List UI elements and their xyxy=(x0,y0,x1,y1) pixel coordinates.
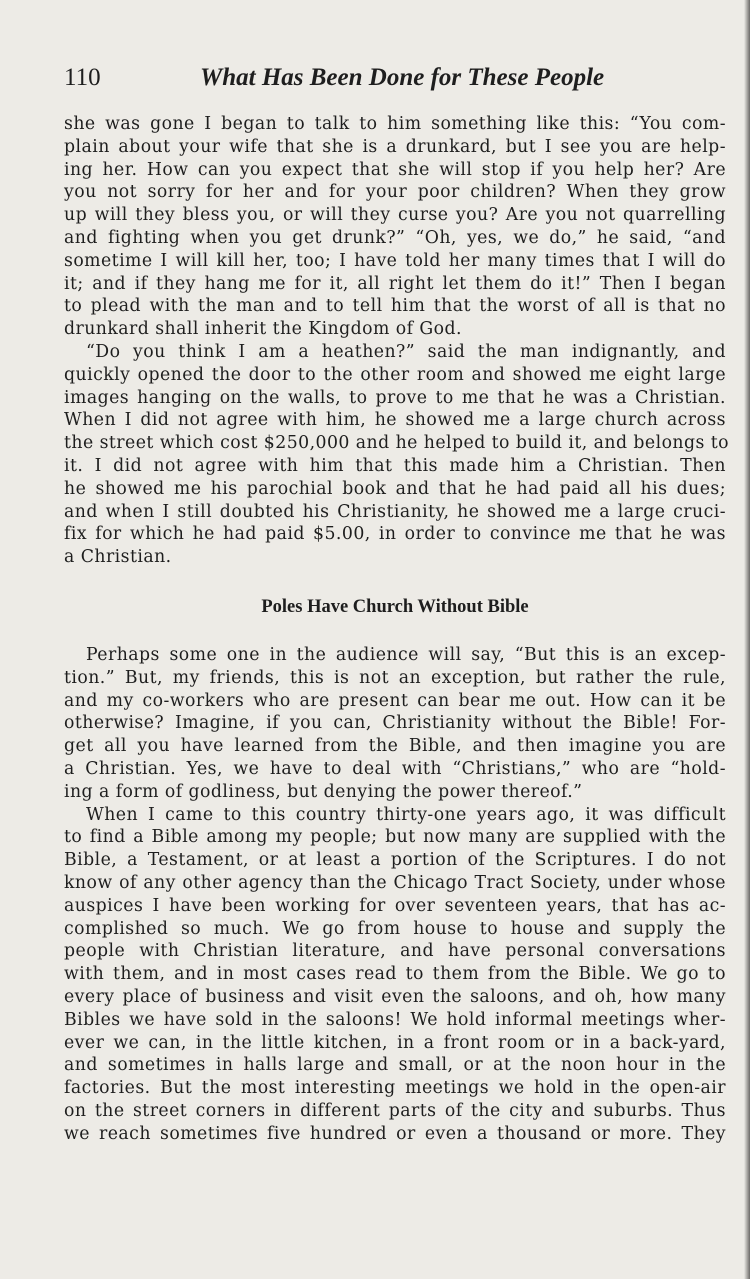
text-line: otherwise? Imagine, if you can, Christianity without the Bible! For- xyxy=(64,713,726,734)
text-line: “Do you think I am a heathen?” said the man indignantly, and xyxy=(86,341,726,362)
text-line: with them, and in most cases read to them from the Bible. We go to xyxy=(64,964,726,985)
text-line: quickly opened the door to the other room and showed me eight large xyxy=(64,364,726,385)
text-line: ever we can, in the little kitchen, in a front room or in a back-yard, xyxy=(64,1032,726,1053)
text-line: every place of business and visit even the saloons, and oh, how many xyxy=(64,986,726,1007)
text-line: images hanging on the walls, to prove to me that he was a Christian. xyxy=(64,387,726,408)
text-line: know of any other agency than the Chicago Tract Society, under whose xyxy=(64,872,726,893)
text-line: and fighting when you get drunk?” “Oh, yes, we do,” he said, “and xyxy=(64,227,726,248)
section-heading: Poles Have Church Without Bible xyxy=(261,597,529,617)
text-line: factories. But the most interesting meetings we hold in the open-air xyxy=(64,1078,726,1099)
running-title: What Has Been Done for These People xyxy=(200,64,605,91)
text-line: fix for which he had paid $5.00, in order to convince me that he was xyxy=(64,524,726,545)
text-line: up will they bless you, or will they curse you? Are you not quarrelling xyxy=(64,205,726,226)
text-line: to plead with the man and to tell him that the worst of all is that no xyxy=(64,296,726,317)
text-line: When I did not agree with him, he showed me a large church across xyxy=(64,410,726,431)
text-line: a Christian. xyxy=(64,547,172,568)
page-edge-shadow xyxy=(744,0,750,1279)
text-block-1 xyxy=(64,113,730,569)
text-line: auspices I have been working for over seventeen years, that has ac- xyxy=(64,895,726,916)
text-line: to find a Bible among my people; but now many are supplied with the xyxy=(64,827,726,848)
text-line: tion.” But, my friends, this is not an exception, but rather the rule, xyxy=(64,667,726,688)
text-line: ing her. How can you expect that she will stop if you help her? Are xyxy=(64,159,726,180)
text-line: on the street corners in different parts of the city and suburbs. Thus xyxy=(64,1100,726,1121)
text-line: people with Christian literature, and have personal conversations xyxy=(64,941,726,962)
text-line: and my co-workers who are present can bear me out. How can it be xyxy=(64,690,726,711)
text-line: the street which cost $250,000 and he helped to build it, and belongs to xyxy=(64,433,730,454)
text-line: a Christian. Yes, we have to deal with “Christians,” who are “hold- xyxy=(64,758,726,779)
text-line: it. I did not agree with him that this made him a Christian. Then xyxy=(64,455,726,476)
text-line: Perhaps some one in the audience will say, “But this is an excep- xyxy=(86,645,726,665)
text-block-2 xyxy=(64,644,726,1146)
text-line: Bible, a Testament, or at least a portion of the Scriptures. I do not xyxy=(64,850,726,871)
text-line: you not sorry for her and for your poor children? When they grow xyxy=(64,182,726,203)
text-line: Bibles we have sold in the saloons! We hold informal meetings wher- xyxy=(64,1009,726,1030)
text-line: he showed me his parochial book and that he had paid all his dues; xyxy=(64,478,726,499)
text-line: get all you have learned from the Bible, and then imagine you are xyxy=(64,736,726,757)
text-line: and sometimes in halls large and small, or at the noon hour in the xyxy=(64,1055,726,1076)
text-line: plain about your wife that she is a drunkard, but I see you are help- xyxy=(64,136,726,157)
text-line: we reach sometimes five hundred or even a thousand or more. They xyxy=(64,1123,726,1144)
text-line: she was gone I began to talk to him something like this: “You com- xyxy=(64,114,726,134)
text-line: ing a form of godliness, but denying the power thereof.” xyxy=(64,781,583,802)
page-header xyxy=(64,62,684,94)
text-line: drunkard shall inherit the Kingdom of God. xyxy=(64,319,462,340)
text-line: sometime I will kill her, too; I have told her many times that I will do xyxy=(64,250,726,271)
text-line: and when I still doubted his Christianity, he showed me a large cruci- xyxy=(64,501,726,522)
text-line: When I came to this country thirty-one years ago, it was difficult xyxy=(86,804,726,825)
text-line: complished so much. We go from house to house and supply the xyxy=(64,918,726,939)
text-line: it; and if they hang me for it, all right let them do it!” Then I began xyxy=(64,273,726,294)
page-number: 110 xyxy=(64,64,101,91)
